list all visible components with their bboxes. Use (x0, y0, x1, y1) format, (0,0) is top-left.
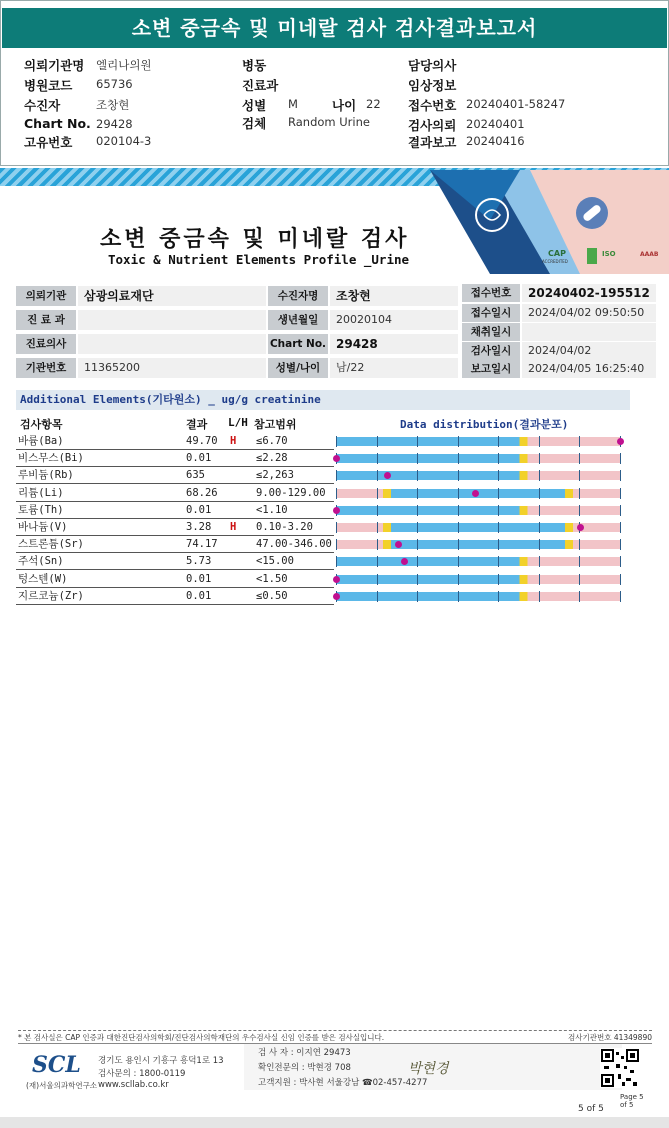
element-result: 5.73 (186, 555, 212, 568)
distribution-tick (336, 470, 337, 481)
element-ref-range: ≤6.70 (256, 435, 288, 447)
info-label-physician: 진료의사 (16, 334, 76, 354)
value-sex: M (288, 97, 298, 111)
distribution-tick (498, 436, 499, 447)
info-value-institution: 삼광의료재단 (78, 286, 266, 306)
distribution-tick (579, 453, 580, 464)
distribution-tick (417, 556, 418, 567)
info-label-received: 접수일시 (462, 304, 520, 322)
distribution-tick (336, 539, 337, 550)
distribution-tick (579, 591, 580, 602)
table-row (16, 536, 334, 553)
info-value-patient: 조창현 (330, 286, 458, 306)
info-value-received: 2024/04/02 09:50:50 (522, 304, 656, 322)
result-marker (333, 507, 340, 514)
label-report-date: 결과보고 (408, 135, 457, 150)
element-result: 0.01 (186, 589, 212, 602)
scl-logo: SCL (32, 1052, 81, 1078)
org-phone: 검사문의 : 1800-0119 (98, 1069, 186, 1079)
distribution-tick (458, 453, 459, 464)
value-hospital-code: 65736 (96, 77, 133, 91)
patient-info-table (16, 286, 656, 378)
info-value-physician (78, 334, 266, 354)
distribution-tick (620, 453, 621, 464)
distribution-tick (458, 488, 459, 499)
report-header-title: 소변 중금속 및 미네랄 검사 검사결과보고서 (2, 8, 667, 48)
distribution-tick (417, 488, 418, 499)
value-report-date: 20240416 (466, 134, 525, 148)
org-web[interactable]: www.scllab.co.kr (98, 1080, 169, 1090)
table-row (16, 433, 334, 450)
value-specimen: Random Urine (288, 115, 370, 129)
element-name: 토륨(Th) (18, 503, 64, 516)
info-label-dept: 진 료 과 (16, 310, 76, 330)
distribution-tick (498, 470, 499, 481)
page-label-small: Page 5 of 5 (620, 1093, 644, 1109)
element-flag: H (230, 521, 237, 533)
footer-cert: 검사기관번호 41349890 (567, 1033, 652, 1042)
info-label-institution: 의뢰기관 (16, 286, 76, 306)
distribution-tick (498, 505, 499, 516)
report-subtitle: Toxic & Nutrient Elements Profile _Urine (108, 252, 410, 267)
element-result: 3.28 (186, 521, 212, 533)
element-ref-range: <15.00 (256, 555, 294, 568)
footer-note-text: * 본 검사실은 CAP 인증과 대한진단검사의학회/진단검사의학재단의 우수검사실 신임 인증를 받은 검사실입니다. (18, 1033, 385, 1042)
distribution-bar (334, 450, 638, 467)
distribution-tick (377, 556, 378, 567)
qr-code-icon (600, 1048, 640, 1088)
distribution-tick (539, 522, 540, 533)
value-receipt-no: 20240401-58247 (466, 97, 566, 111)
info-label-collected: 채취일시 (462, 323, 520, 341)
element-ref-range: 0.10-3.20 (256, 521, 313, 533)
distribution-bar (334, 519, 638, 536)
section-title: Additional Elements(기타원소) _ ug/g creatinine (16, 390, 630, 410)
distribution-tick (539, 470, 540, 481)
label-patient: 수진자 (24, 98, 61, 113)
info-label-birth: 생년월일 (268, 310, 328, 330)
label-sex: 성별 (242, 98, 267, 113)
result-marker (617, 438, 624, 445)
distribution-bar (334, 485, 638, 502)
distribution-band (336, 454, 620, 463)
info-label-sex-age: 성별/나이 (268, 358, 328, 378)
element-ref-range: ≤2,263 (256, 469, 294, 482)
element-ref-range: <1.50 (256, 572, 288, 585)
info-label-reported: 보고일시 (462, 360, 520, 378)
distribution-tick (377, 505, 378, 516)
banner-graphic (430, 170, 669, 274)
label-clinical: 임상정보 (408, 78, 457, 93)
info-label-inst-no: 기관번호 (16, 358, 76, 378)
element-result: 0.01 (186, 503, 212, 516)
distribution-bar (334, 467, 638, 484)
logo-green (587, 248, 597, 264)
label-chart-no: Chart No. (24, 116, 91, 131)
element-ref-range: <1.10 (256, 503, 288, 516)
distribution-tick (377, 453, 378, 464)
distribution-tick (336, 522, 337, 533)
distribution-tick (417, 505, 418, 516)
distribution-tick (417, 591, 418, 602)
footer-note (18, 1030, 652, 1044)
info-value-tested: 2024/04/02 (522, 342, 656, 360)
label-specimen: 검체 (242, 116, 267, 131)
distribution-tick (579, 436, 580, 447)
label-request-date: 검사의뢰 (408, 118, 457, 133)
page-label: 5 of 5 (578, 1104, 604, 1114)
distribution-tick (620, 505, 621, 516)
info-value-reported: 2024/04/05 16:25:40 (522, 360, 656, 378)
label-doctor: 담당의사 (408, 58, 457, 73)
info-value-chart: 29428 (330, 334, 458, 354)
distribution-band (336, 557, 620, 566)
info-value-birth: 20020104 (330, 310, 458, 330)
distribution-bar (334, 502, 638, 519)
col-distribution: Data distribution(결과분포) (400, 418, 569, 431)
distribution-tick (417, 574, 418, 585)
distribution-tick (417, 436, 418, 447)
distribution-tick (579, 539, 580, 550)
distribution-tick (336, 556, 337, 567)
distribution-tick (417, 453, 418, 464)
element-result: 0.01 (186, 452, 212, 465)
distribution-tick (417, 522, 418, 533)
distribution-bar (334, 433, 638, 450)
label-client: 의뢰기관명 (24, 58, 85, 73)
distribution-tick (620, 556, 621, 567)
element-result: 49.70 (186, 435, 218, 447)
distribution-tick (539, 556, 540, 567)
logo-iso: ISO (602, 250, 616, 258)
distribution-tick (377, 591, 378, 602)
signature: 박현경 (408, 1061, 449, 1077)
distribution-tick (539, 574, 540, 585)
distribution-tick (336, 488, 337, 499)
distribution-tick (336, 436, 337, 447)
label-age: 나이 (332, 98, 357, 113)
distribution-tick (498, 488, 499, 499)
element-name: 루비듐(Rb) (18, 469, 74, 482)
distribution-tick (539, 539, 540, 550)
examiner: 검 사 자 : 이지연 29473 (258, 1048, 351, 1058)
label-ward: 병동 (242, 58, 267, 73)
value-chart-no: 29428 (96, 117, 133, 131)
distribution-tick (458, 539, 459, 550)
element-ref-range: 47.00-346.00 (256, 538, 332, 551)
label-receipt-no: 접수번호 (408, 98, 457, 113)
col-result: 결과 (186, 418, 208, 431)
info-value-inst-no: 11365200 (78, 358, 266, 378)
distribution-tick (620, 522, 621, 533)
distribution-tick (620, 574, 621, 585)
distribution-band (336, 575, 620, 584)
distribution-tick (539, 488, 540, 499)
distribution-tick (579, 574, 580, 585)
bottom-band (0, 1117, 669, 1128)
label-unique-no: 고유번호 (24, 135, 73, 150)
org-name: (재)서울의과학연구소 (26, 1081, 98, 1090)
label-department: 진료과 (242, 78, 279, 93)
distribution-tick (498, 574, 499, 585)
info-value-sex-age: 남/22 (330, 358, 458, 378)
result-marker (472, 490, 479, 497)
col-item: 검사항목 (20, 418, 63, 431)
table-row (16, 502, 334, 519)
element-name: 지르코늄(Zr) (18, 589, 84, 602)
distribution-tick (498, 453, 499, 464)
element-result: 74.17 (186, 538, 218, 551)
info-value-receipt: 20240402-195512 (522, 284, 656, 302)
distribution-tick (579, 488, 580, 499)
element-name: 주석(Sn) (18, 555, 64, 568)
distribution-tick (620, 539, 621, 550)
table-row (16, 588, 334, 605)
distribution-tick (539, 505, 540, 516)
element-name: 스트론튬(Sr) (18, 538, 84, 551)
info-label-tested: 검사일시 (462, 342, 520, 360)
element-result: 635 (186, 469, 205, 482)
logo-cap: CAP (548, 249, 566, 258)
table-row (16, 519, 334, 536)
logo-cap-sub: ACCREDITED (542, 259, 568, 264)
element-ref-range: ≤2.28 (256, 452, 288, 465)
result-marker (333, 593, 340, 600)
info-value-collected (522, 323, 656, 341)
table-row (16, 553, 334, 570)
distribution-bar (334, 553, 638, 570)
value-unique-no: 020104-3 (96, 134, 152, 148)
distribution-tick (539, 453, 540, 464)
result-marker (333, 576, 340, 583)
distribution-tick (458, 505, 459, 516)
distribution-band (336, 437, 620, 446)
value-client: 엘리나의원 (96, 58, 152, 72)
value-patient: 조창현 (96, 98, 130, 112)
confirmer: 확인전문의 : 박현경 708 (258, 1063, 351, 1073)
element-result: 68.26 (186, 486, 218, 499)
distribution-tick (498, 556, 499, 567)
value-request-date: 20240401 (466, 117, 525, 131)
col-ref: 참고범위 (254, 418, 297, 431)
element-name: 바륨(Ba) (18, 435, 64, 447)
distribution-tick (377, 436, 378, 447)
distribution-tick (458, 574, 459, 585)
distribution-tick (417, 470, 418, 481)
distribution-tick (620, 470, 621, 481)
distribution-tick (458, 470, 459, 481)
distribution-tick (417, 539, 418, 550)
distribution-tick (377, 522, 378, 533)
table-row (16, 467, 334, 484)
distribution-tick (498, 539, 499, 550)
footer (18, 1030, 652, 1116)
distribution-tick (458, 436, 459, 447)
info-label-chart: Chart No. (268, 334, 328, 354)
distribution-tick (539, 591, 540, 602)
distribution-tick (458, 591, 459, 602)
distribution-band (336, 592, 620, 601)
distribution-tick (620, 488, 621, 499)
element-name: 바나듐(V) (18, 521, 68, 533)
element-result: 0.01 (186, 572, 212, 585)
element-ref-range: 9.00-129.00 (256, 486, 326, 499)
element-ref-range: ≤0.50 (256, 589, 288, 602)
value-age: 22 (366, 97, 381, 111)
distribution-tick (498, 522, 499, 533)
table-row (16, 571, 334, 588)
org-address: 경기도 용인시 기흥구 흥덕1로 13 (98, 1056, 224, 1066)
element-flag: H (230, 435, 237, 447)
distribution-tick (377, 470, 378, 481)
distribution-bar (334, 571, 638, 588)
logo-aabb: AAAB (640, 251, 659, 258)
distribution-tick (539, 436, 540, 447)
element-name: 리튬(Li) (18, 486, 64, 499)
element-name: 텅스텐(W) (18, 572, 68, 585)
distribution-tick (377, 539, 378, 550)
distribution-tick (579, 470, 580, 481)
table-row (16, 485, 334, 502)
distribution-tick (458, 556, 459, 567)
element-name: 비스무스(Bi) (18, 452, 84, 465)
distribution-band (336, 471, 620, 480)
distribution-tick (620, 591, 621, 602)
distribution-bar (334, 588, 638, 605)
distribution-tick (458, 522, 459, 533)
col-lh: L/H (228, 416, 248, 429)
info-label-receipt: 접수번호 (462, 284, 520, 302)
distribution-tick (377, 574, 378, 585)
distribution-bar (334, 536, 638, 553)
distribution-tick (579, 505, 580, 516)
info-value-dept (78, 310, 266, 330)
report-title: 소변 중금속 및 미네랄 검사 (100, 227, 410, 252)
distribution-tick (498, 591, 499, 602)
distribution-band (336, 506, 620, 515)
table-row (16, 450, 334, 467)
support: 고객지원 : 박사현 서울강남 ☎02-457-4277 (258, 1078, 428, 1088)
label-hospital-code: 병원코드 (24, 78, 73, 93)
distribution-band (336, 540, 620, 549)
info-label-patient: 수진자명 (268, 286, 328, 306)
distribution-tick (377, 488, 378, 499)
distribution-tick (579, 556, 580, 567)
